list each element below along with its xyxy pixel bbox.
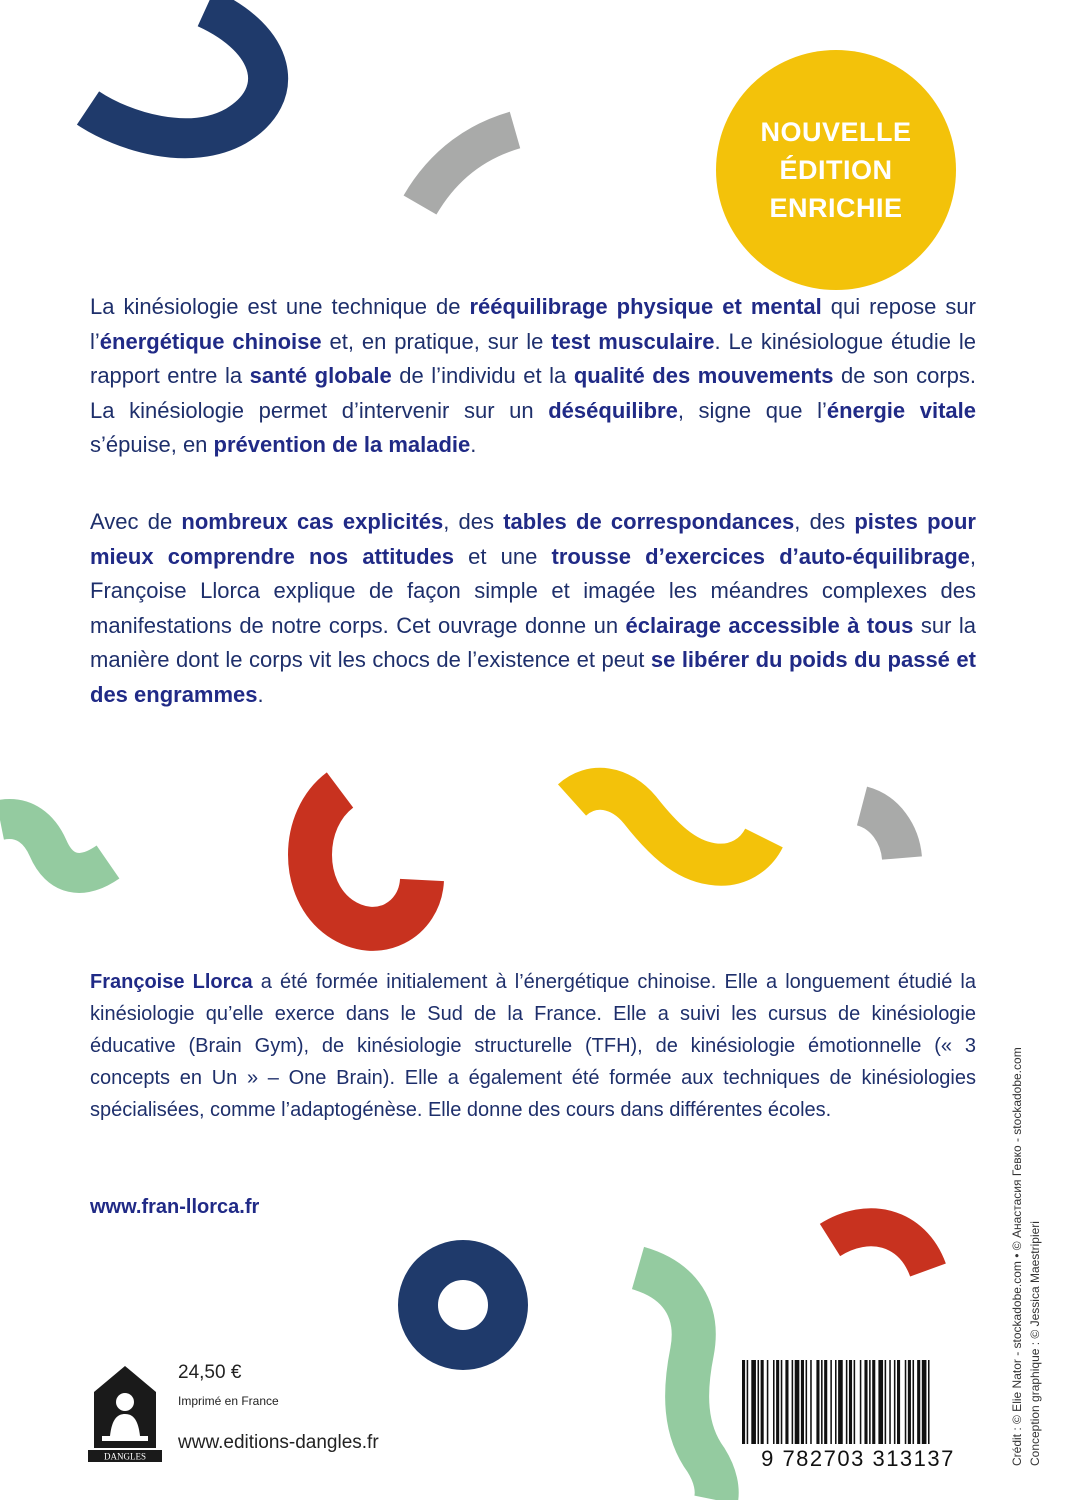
emphasized-text: éclairage accessible à tous (625, 612, 914, 638)
emphasized-text: test musculaire (551, 328, 715, 354)
barcode-bar (830, 1360, 832, 1444)
body-text: et, en pratique, sur le (321, 328, 552, 354)
barcode-bar (785, 1360, 788, 1444)
price: 24,50 € (178, 1362, 242, 1383)
barcode-bar (761, 1360, 764, 1444)
barcode-bar (864, 1360, 867, 1444)
barcode-bar (806, 1360, 808, 1444)
barcode-bar (878, 1360, 883, 1444)
yellow-wave-stroke (572, 789, 764, 865)
barcode-bar (810, 1360, 812, 1444)
gray-small-stroke (862, 806, 902, 858)
body-text: Avec de (90, 509, 182, 534)
barcode-bar (889, 1360, 891, 1444)
green-wave-stroke-bottom (638, 1268, 717, 1500)
body-text: , Françoise Llorca explique de façon simple et imagée les méandres complexes des manifestations de notre corps. Cet ouvrage donne un (90, 543, 976, 638)
barcode-bar (747, 1360, 749, 1444)
body-text: s’épuise, en (90, 432, 214, 457)
green-wave-stroke-left (0, 819, 108, 873)
barcode-bar (849, 1360, 852, 1444)
isbn-barcode (738, 1360, 978, 1444)
barcode-bar (795, 1360, 800, 1444)
description-paragraph-2 (90, 505, 976, 712)
photo-credits (1008, 906, 1044, 1466)
emphasized-text: trousse d’exercices d’auto-équilibrage (551, 543, 970, 569)
emphasized-text: nombreux cas explicités (181, 509, 444, 534)
emphasized-text: prévention de la maladie (213, 432, 471, 457)
gray-arc-stroke (420, 130, 515, 205)
emphasized-text: énergétique chinoise (99, 328, 322, 354)
isbn-number: 9 782703 313137 (761, 1446, 955, 1471)
badge-line-1: NOUVELLE (760, 117, 912, 147)
credits-line-2: Conception graphique : © Jessica Maestripieri (1028, 1221, 1042, 1466)
navy-ring (418, 1260, 508, 1350)
navy-hook-stroke (88, 8, 268, 138)
body-text: de l’individu et la (391, 363, 574, 388)
barcode-bar (922, 1360, 927, 1444)
barcode-bar (767, 1360, 769, 1444)
publisher-logo-text: DANGLES (104, 1451, 146, 1462)
body-text: a été formée initialement à l’énergétique chinoise. Elle a longuement étudié la kinésiologie qu’elle exerce dans le Sud de la France. Elle a suivi les cursus de kinésiologie éducative (Brain Gym), de kinésiologie structurelle (TFH), de kinésiologie émotionnelle (« 3 concepts en Un » – One Brain). Elle a également été formée aux techniques de kinésiologies spécialisées, comme l’adaptogénèse. Elle donne des cours dans différentes écoles. (90, 971, 977, 1121)
body-text: , des (794, 509, 855, 534)
barcode-bar (824, 1360, 827, 1444)
body-text: La kinésiologie est une technique de (90, 294, 470, 319)
publisher-logo (88, 1362, 162, 1462)
barcode-bar (908, 1360, 911, 1444)
barcode-bar (913, 1360, 915, 1444)
barcode-bar (751, 1360, 756, 1444)
barcode-bar (776, 1360, 779, 1444)
body-text: . (470, 432, 477, 457)
barcode-bar (773, 1360, 775, 1444)
barcode-bar (835, 1360, 837, 1444)
barcode-bar (869, 1360, 871, 1444)
emphasized-text: santé globale (249, 363, 392, 388)
publisher-website-link[interactable]: www.editions-dangles.fr (178, 1432, 379, 1453)
barcode-bar (928, 1360, 930, 1444)
body-text: , signe que l’ (677, 397, 827, 423)
emphasized-text: qualité des mouvements (573, 363, 834, 388)
badge-line-3: ENRICHIE (769, 193, 903, 223)
barcode-bar (846, 1360, 848, 1444)
barcode-bar (758, 1360, 760, 1444)
body-text: de son corps. La kinésiologie permet d’intervenir sur un (90, 363, 976, 423)
new-edition-badge (716, 50, 956, 290)
emphasized-text: tables de correspondances (503, 509, 795, 534)
body-text: . Le kinésiologue étudie le rapport entre la (90, 328, 976, 388)
author-website-link[interactable]: www.fran-llorca.fr (90, 1196, 260, 1218)
printed-in-label: Imprimé en France (178, 1394, 279, 1408)
barcode-bar (792, 1360, 794, 1444)
barcode-bar (860, 1360, 862, 1444)
emphasized-text: déséquilibre (548, 397, 678, 423)
barcode-bar (905, 1360, 907, 1444)
body-text: sur la manière dont le corps vit les chocs de l’existence et peut (90, 612, 976, 672)
emphasized-text: Françoise Llorca (90, 971, 253, 993)
emphasized-text: se libérer du poids du passé et des engrammes (90, 647, 976, 707)
barcode-bar (897, 1360, 900, 1444)
body-text: et une (454, 543, 552, 569)
red-small-arc-stroke (830, 1227, 928, 1270)
barcode-bar (816, 1360, 819, 1444)
barcode-bar (872, 1360, 875, 1444)
barcode-bar (801, 1360, 804, 1444)
barcode-bar (838, 1360, 843, 1444)
emphasized-text: pistes pour mieux comprendre nos attitudes (90, 509, 976, 569)
badge-line-2: ÉDITION (779, 155, 893, 185)
credits-line-1: Crédit : © Elie Nator - stockadobe.com • © Анастасия Гевко - stockadobe.com (1010, 1047, 1024, 1466)
barcode-bar (894, 1360, 896, 1444)
barcode-bar (821, 1360, 823, 1444)
description-paragraph-1 (90, 290, 976, 463)
emphasized-text: énergie vitale (826, 397, 976, 423)
barcode-bar (781, 1360, 783, 1444)
red-c-stroke (310, 790, 422, 929)
emphasized-text: rééquilibrage physique et mental (469, 294, 822, 319)
barcode-bar (917, 1360, 920, 1444)
barcode-bar (885, 1360, 887, 1444)
body-text: , des (443, 509, 504, 534)
barcode-bar (742, 1360, 745, 1444)
body-text: . (257, 681, 264, 707)
body-text: qui repose sur l’ (90, 294, 976, 354)
author-bio (90, 966, 976, 1126)
barcode-bar (854, 1360, 856, 1444)
